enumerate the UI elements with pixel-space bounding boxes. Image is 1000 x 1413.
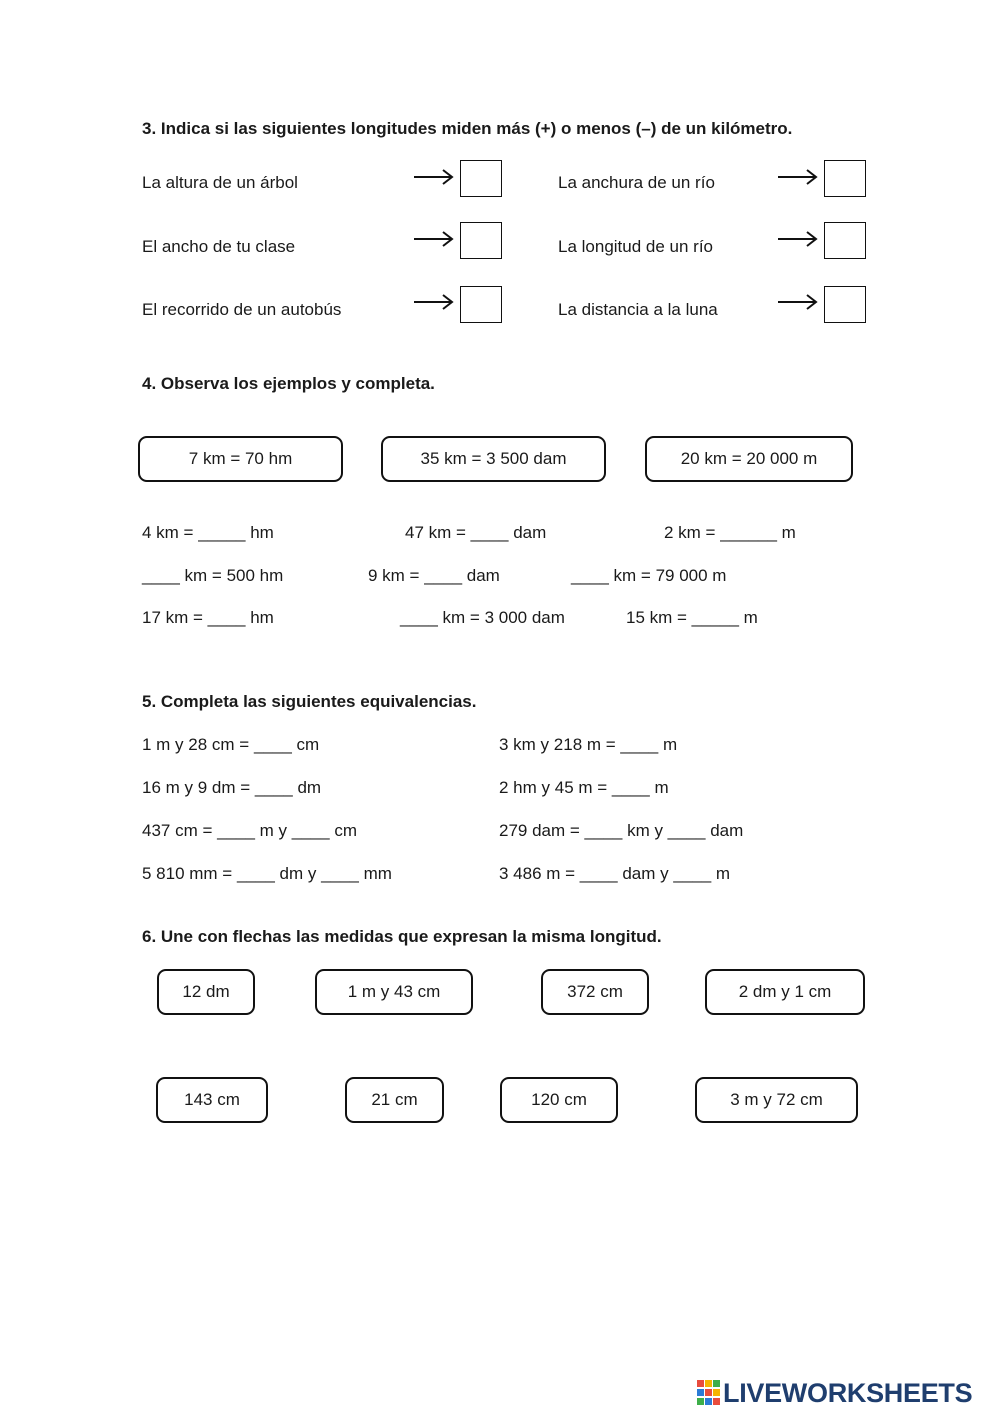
- equivalence-item: 3 km y 218 m = ____ m: [499, 735, 678, 754]
- measure-box[interactable]: 372 cm: [541, 969, 649, 1015]
- answer-box[interactable]: [460, 160, 502, 197]
- section-4-heading: 4. Observa los ejemplos y completa.: [142, 374, 435, 393]
- brand-text: LIVEWORKSHEETS: [723, 1377, 973, 1408]
- equivalence-item: 3 486 m = ____ dam y ____ m: [499, 864, 731, 883]
- section-5-heading: 5. Completa las siguientes equivalencias.: [142, 692, 477, 711]
- exercise-item: ____ km = 500 hm: [142, 566, 284, 585]
- arrow-right-icon: [777, 167, 819, 187]
- section-3-heading: 3. Indica si las siguientes longitudes miden más (+) o menos (–) de un kilómetro.: [142, 119, 793, 138]
- equivalence-item: 279 dam = ____ km y ____ dam: [499, 821, 744, 840]
- arrow-right-icon: [413, 292, 455, 312]
- arrow-right-icon: [777, 292, 819, 312]
- example-box: 35 km = 3 500 dam: [381, 436, 606, 482]
- exercise-item: 17 km = ____ hm: [142, 608, 274, 627]
- measure-box[interactable]: 3 m y 72 cm: [695, 1077, 858, 1123]
- item-label: La distancia a la luna: [558, 300, 718, 319]
- answer-box[interactable]: [460, 286, 502, 323]
- liveworksheets-logo-icon: [697, 1380, 721, 1406]
- measure-box[interactable]: 21 cm: [345, 1077, 444, 1123]
- measure-box[interactable]: 12 dm: [157, 969, 255, 1015]
- item-label: La altura de un árbol: [142, 173, 298, 192]
- measure-box[interactable]: 1 m y 43 cm: [315, 969, 473, 1015]
- exercise-item: 2 km = ______ m: [664, 523, 796, 542]
- equivalence-item: 5 810 mm = ____ dm y ____ mm: [142, 864, 392, 883]
- answer-box[interactable]: [824, 222, 866, 259]
- measure-box[interactable]: 2 dm y 1 cm: [705, 969, 865, 1015]
- exercise-item: 4 km = _____ hm: [142, 523, 274, 542]
- equivalence-item: 437 cm = ____ m y ____ cm: [142, 821, 357, 840]
- equivalence-item: 16 m y 9 dm = ____ dm: [142, 778, 322, 797]
- section-6-heading: 6. Une con flechas las medidas que expresan la misma longitud.: [142, 927, 662, 946]
- equivalence-item: 1 m y 28 cm = ____ cm: [142, 735, 320, 754]
- exercise-item: 15 km = _____ m: [626, 608, 758, 627]
- arrow-right-icon: [413, 229, 455, 249]
- item-label: La longitud de un río: [558, 237, 714, 256]
- answer-box[interactable]: [824, 286, 866, 323]
- arrow-right-icon: [777, 229, 819, 249]
- example-box: 7 km = 70 hm: [138, 436, 343, 482]
- item-label: El recorrido de un autobús: [142, 300, 342, 319]
- answer-box[interactable]: [824, 160, 866, 197]
- example-box: 20 km = 20 000 m: [645, 436, 853, 482]
- exercise-item: ____ km = 3 000 dam: [400, 608, 565, 627]
- item-label: La anchura de un río: [558, 173, 715, 192]
- liveworksheets-logo: [697, 1378, 972, 1408]
- equivalence-item: 2 hm y 45 m = ____ m: [499, 778, 669, 797]
- exercise-item: 47 km = ____ dam: [405, 523, 547, 542]
- answer-box[interactable]: [460, 222, 502, 259]
- exercise-item: 9 km = ____ dam: [368, 566, 500, 585]
- item-label: El ancho de tu clase: [142, 237, 296, 256]
- arrow-right-icon: [413, 167, 455, 187]
- exercise-item: ____ km = 79 000 m: [571, 566, 727, 585]
- measure-box[interactable]: 120 cm: [500, 1077, 618, 1123]
- measure-box[interactable]: 143 cm: [156, 1077, 268, 1123]
